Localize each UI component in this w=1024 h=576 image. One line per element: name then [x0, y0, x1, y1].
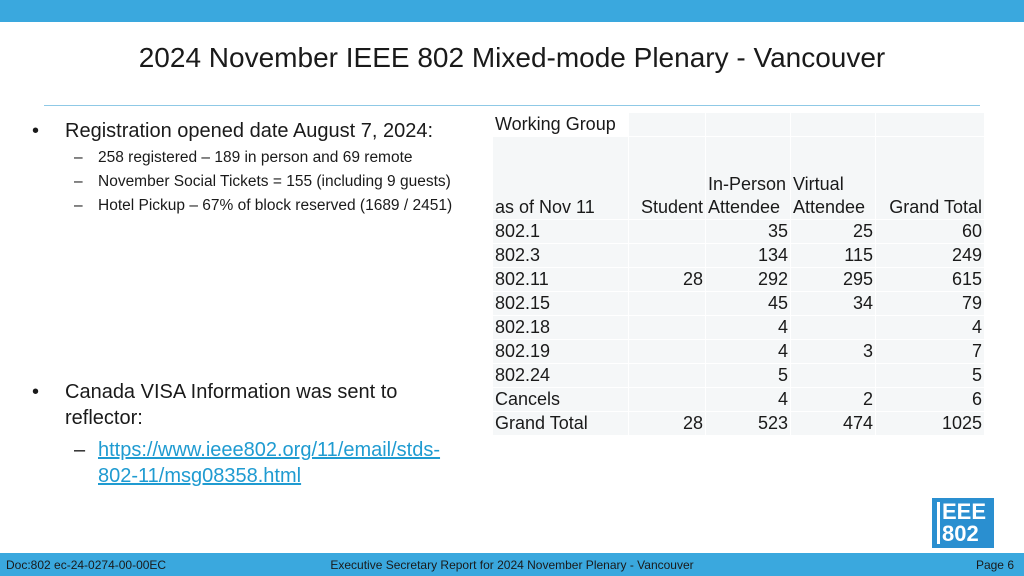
table-cell: 134 [706, 244, 790, 267]
registration-subitem [30, 172, 470, 192]
table-cell: 4 [706, 388, 790, 411]
table-cell: 28 [629, 268, 705, 291]
table-row [493, 364, 984, 387]
table-cell [629, 340, 705, 363]
table-row [493, 388, 984, 411]
footer-bar [0, 553, 1024, 576]
table-cell [629, 244, 705, 267]
row-label: Cancels [493, 388, 628, 411]
row-label: 802.3 [493, 244, 628, 267]
table-cell: 4 [706, 316, 790, 339]
registration-section [30, 118, 470, 216]
row-label: 802.19 [493, 340, 628, 363]
visa-subitem [30, 437, 470, 489]
visa-heading: Canada VISA Information was sent to reflector: [65, 381, 398, 429]
table-cell: 5 [706, 364, 790, 387]
table-cell: 25 [791, 220, 875, 243]
table-cell: 115 [791, 244, 875, 267]
registration-bullet [30, 118, 470, 144]
table-cell: 7 [876, 340, 984, 363]
dash-icon: – [74, 149, 83, 166]
table-corner-row [493, 113, 984, 136]
table-cell: 6 [876, 388, 984, 411]
table-cell: 60 [876, 220, 984, 243]
table-cell [629, 388, 705, 411]
table-cell: 34 [791, 292, 875, 315]
table-header-row [493, 137, 984, 219]
table-cell: 28 [629, 412, 705, 435]
table-row [493, 412, 984, 435]
ieee-802-logo [932, 498, 994, 548]
table-cell [629, 220, 705, 243]
column-header: Virtual Attendee [791, 137, 875, 219]
footer-doc-id: Doc:802 ec-24-0274-00-00EC [6, 558, 167, 572]
table-body [493, 220, 984, 435]
table-row [493, 292, 984, 315]
table-cell: 2 [791, 388, 875, 411]
column-header: as of Nov 11 [493, 137, 628, 219]
table-cell [791, 364, 875, 387]
bullet-icon: • [32, 120, 40, 142]
table-cell [629, 364, 705, 387]
row-label: 802.24 [493, 364, 628, 387]
working-group-label: Working Group [495, 114, 616, 134]
table-cell: 3 [791, 340, 875, 363]
table-cell: 292 [706, 268, 790, 291]
table-row [493, 244, 984, 267]
table-cell: 249 [876, 244, 984, 267]
dash-icon: – [74, 197, 83, 214]
slide-title: 2024 November IEEE 802 Mixed-mode Plenary - Vancouver [138, 42, 886, 73]
footer-title: Executive Secretary Report for 2024 November Plenary - Vancouver [330, 558, 694, 572]
logo-line1: EEE [942, 499, 987, 524]
logo-bar [937, 502, 940, 544]
table-cell: 615 [876, 268, 984, 291]
dash-icon: – [74, 173, 83, 190]
logo-line2: 802 [942, 521, 979, 546]
registration-item-text: Hotel Pickup – 67% of block reserved (1689 / 2451) [98, 197, 453, 214]
registration-heading: Registration opened date August 7, 2024: [65, 120, 434, 142]
table-cell [629, 316, 705, 339]
table-cell: 295 [791, 268, 875, 291]
table-cell: 4 [876, 316, 984, 339]
registration-item-text: 258 registered – 189 in person and 69 remote [98, 149, 413, 166]
table-row [493, 268, 984, 291]
table-cell: 79 [876, 292, 984, 315]
column-header: In-Person Attendee [706, 137, 790, 219]
registration-subitem [30, 196, 470, 216]
top-banner [0, 0, 1024, 22]
table-cell [629, 292, 705, 315]
dash-icon: – [74, 439, 86, 461]
row-label: Grand Total [493, 412, 628, 435]
table-cell: 45 [706, 292, 790, 315]
footer-page-number: Page 6 [975, 558, 1014, 572]
attendance-table [492, 112, 985, 436]
visa-section [30, 379, 470, 489]
table-row [493, 316, 984, 339]
row-label: 802.18 [493, 316, 628, 339]
table-row [493, 220, 984, 243]
table-cell: 474 [791, 412, 875, 435]
column-header: Student [629, 137, 705, 219]
bullet-icon: • [32, 381, 40, 403]
column-header: Grand Total [876, 137, 984, 219]
row-label: 802.11 [493, 268, 628, 291]
visa-email-link[interactable]: https://www.ieee802.org/11/email/stds-802-11/msg08358.html [98, 439, 441, 487]
registration-item-text: November Social Tickets = 155 (including 9 guests) [98, 173, 451, 190]
table-cell: 5 [876, 364, 984, 387]
row-label: 802.1 [493, 220, 628, 243]
registration-subitem [30, 148, 470, 168]
table-cell: 1025 [876, 412, 984, 435]
table-cell [791, 316, 875, 339]
visa-bullet [30, 379, 470, 431]
table-row [493, 340, 984, 363]
title-divider [44, 105, 980, 106]
table-cell: 35 [706, 220, 790, 243]
table-cell: 523 [706, 412, 790, 435]
row-label: 802.15 [493, 292, 628, 315]
table-cell: 4 [706, 340, 790, 363]
